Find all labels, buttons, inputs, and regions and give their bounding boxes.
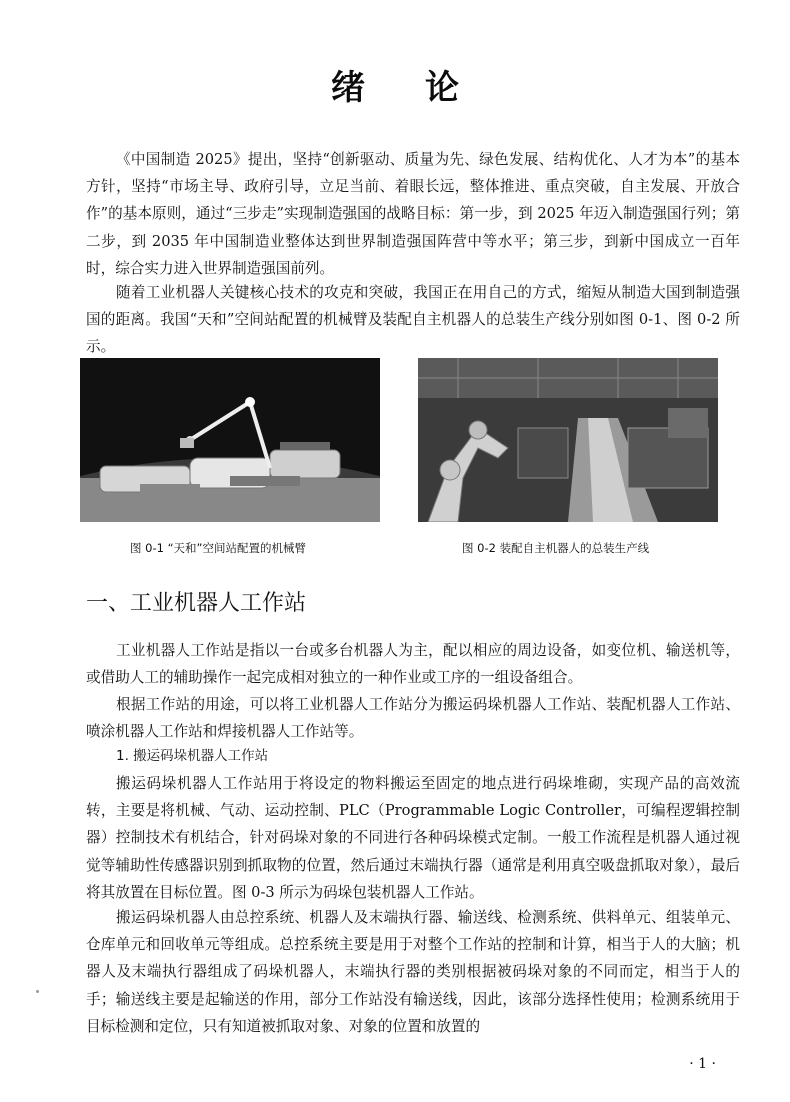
figure-space-station-arm — [80, 358, 380, 522]
section-paragraph-1: 工业机器人工作站是指以一台或多台机器人为主，配以相应的周边设备，如变位机、输送机等，或借助人工的辅助操作一起完成相对独立的一种作业或工序的一组设备组合。 — [86, 642, 740, 687]
section-paragraph-2: 根据工作站的用途，可以将工业机器人工作站分为搬运码垛机器人工作站、装配机器人工作站、喷涂机器人工作站和焊接机器人工作站等。 — [86, 696, 740, 741]
figure-assembly-line — [418, 358, 718, 522]
section-paragraph-4: 搬运码垛机器人由总控系统、机器人及末端执行器、输送线、检测系统、供料单元、组装单元、仓库单元和回收单元等组成。总控系统主要是用于对整个工作站的控制和计算，相当于人的大脑；机器人及末端执行器组成了码垛机器人，末端执行器的类别根据被码垛对象的不同而定，相当于人的手；输送线主要是起输送的作用，部分工作站没有输送线，因此，该部分选择性使用；检测系统用于目标检测和定位，只有知道被抓取对象、对象的位置和放置的 — [86, 909, 740, 1035]
intro-paragraph-2: 随着工业机器人关键核心技术的攻克和突破，我国正在用自己的方式，缩短从制造大国到制造强国的距离。我国“天和”空间站配置的机械臂及装配自主机器人的总装生产线分别如图 0-1、图 0-2 所示。 — [86, 284, 740, 356]
figure-caption-0-1: 图 0-1 “天和”空间站配置的机械臂 — [130, 541, 307, 555]
intro-paragraph-1: 《中国制造 2025》提出，坚持“创新驱动、质量为先、绿色发展、结构优化、人才为本”的基本方针，坚持“市场主导、政府引导，立足当前、着眼长远，整体推进、重点突破，自主发展、开放合作”的基本原则，通过“三步走”实现制造强国的战略目标：第一步，到 2025 年迈入制造强国行列；第二步，到 2035 年中国制造业整体达到世界制造强国阵营中等水平；第三步，到新中国成立一百年时，综合实力进入世界制造强国前列。 — [86, 151, 740, 277]
section-title: 一、工业机器人工作站 — [86, 591, 307, 616]
scan-mark — [36, 990, 39, 993]
section-paragraph-3: 搬运码垛机器人工作站用于将设定的物料搬运至固定的地点进行码垛堆砌，实现产品的高效流转，主要是将机械、气动、运动控制、PLC（Programmable Logic Controller，可编程逻辑控制器）控制技术有机结合，针对码垛对象的不同进行各种码垛模式定制。一般工作流程是机器人通过视觉等辅助性传感器识别到抓取物的位置，然后通过末端执行器（通常是利用真空吸盘抓取对象），最后将其放置在目标位置。图 0-3 所示为码垛包装机器人工作站。 — [86, 775, 740, 901]
figure-caption-0-2: 图 0-2 装配自主机器人的总装生产线 — [462, 541, 650, 555]
assembly-line-photo — [418, 358, 718, 522]
page-number: · 1 · — [689, 1056, 716, 1072]
subsection-heading: 1. 搬运码垛机器人工作站 — [116, 748, 269, 764]
space-station-photo — [80, 358, 380, 522]
chapter-title: 绪论 — [331, 68, 519, 108]
